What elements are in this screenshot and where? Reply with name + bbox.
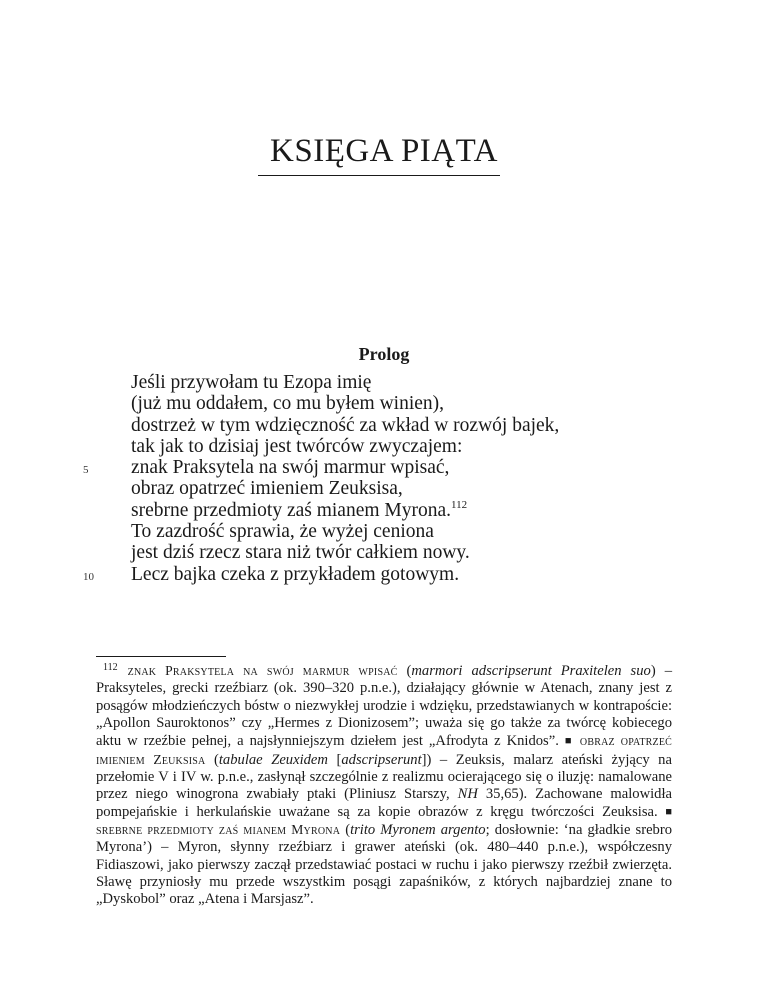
verse-line: [131, 436, 559, 457]
verse-line: [131, 521, 559, 542]
footnote-latin: trito Myronem argento: [350, 822, 486, 839]
poem: [83, 372, 560, 585]
verse-text: Lecz bajka czeka z przykładem gotowym.: [131, 563, 460, 585]
footnote-lemma: srebrne przedmioty zaś mianem Myrona: [96, 822, 341, 838]
footnote-lemma: znak Praksytela na swój marmur wpisać: [127, 663, 398, 678]
footnote-text: ; dosłownie: ‘na gładkie srebro Myrona’) – Myron, słynny rzeźbiarz i grawer ateński (ok. 480–440 p.n.e.), współczesny Fidiaszowi, jako pierwszy zaczął przedstawiać postaci w ruchu i jako pierwszy rzeźbił zwierzęta. Sławę przyniosły mu przede wszystkim posągi zapaśników, z których najbardziej znane to „Dyskobol” oraz „Atena i Marsjasz”.: [96, 822, 672, 908]
footnote-number: 112: [103, 662, 118, 673]
verse-text: jest dziś rzecz stara niż twór całkiem nowy.: [131, 542, 470, 564]
footnote: $^{112}$ znak Praksytela na swój marmur wpisać (marmori adscripserunt Praxitelen suo) – Praksyteles, grecki rzeźbiarz (ok. 390–320 p.n.e.), działający głównie w Atenach, znany jest z posągów młodzieńczych bóstw o niezwykłej urodzie i wdzięku, przedstawianych w kontrapoście: „Apollon Sauroktonos” czy „Hermes z Dionizosem”; uważa się go także za twórcę kobiecego aktu w rzeźbie pełnej, a najsłynniejszym dziełem jest „Afrodyta z Knidos”. ■ obraz opatrzeć imieniem Zeuksisa (tabulae Zeuxidem [adscripserunt]) – Zeuksis, malarz ateński żyjący na przełomie V i IV w. p.n.e., zasłynął szczególnie z realizmu ocierającego się o iluzję: namalowane przez niego winogrona zwabiały ptaki (Pliniusz Starszy, NH 35,65). Zachowane malowidła pompejańskie i herkulańskie uważane są za kopie obrazów z kręgu twórczości Zeuksisa. ■ srebrne przedmioty zaś mianem Myrona (trito Myronem argento; dosłownie: ‘na gładkie srebro Myrona’) – Myron, słynny rzeźbiarz i grawer ateński (ok. 480–440 p.n.e.), współczesny Fidiaszowi, jako pierwszy zaczął przedstawiać postaci w ruchu i jako pierwszy rzeźbił zwierzęta. Sławę przyniosły mu przede wszystkim posągi zapaśników, z których najbardziej znane to „Dyskobol” oraz „Atena i Marsjasz”.: [96, 662, 673, 908]
footnote-text: 35,65). Zachowane malowidła pompejańskie i herkulańskie uważane są za kopie obrazów z kręgu twórczości Zeuksisa.: [96, 786, 672, 820]
verse-line: [131, 393, 559, 414]
line-number: 5: [83, 464, 89, 477]
verse-line: [83, 563, 559, 585]
title-divider: [258, 175, 500, 176]
verse-line: [131, 372, 559, 393]
verse-text: obraz opatrzeć imieniem Zeuksisa,: [131, 478, 403, 500]
verse-line: [131, 415, 559, 436]
verse-line: [131, 542, 559, 563]
footnote-reference: 112: [451, 498, 468, 511]
verse-text: tak jak to dzisiaj jest twórców zwyczajem:: [131, 435, 463, 457]
verse-text: To zazdrość sprawia, że wyżej ceniona: [131, 521, 434, 543]
verse-text: (już mu oddałem, co mu byłem winien),: [131, 393, 445, 415]
footnote-lemma: obraz opatrzeć imieniem Zeuksisa: [96, 733, 673, 767]
verse-text: znak Praksytela na swój marmur wpisać,: [131, 457, 450, 479]
verse-text: dostrzeż w tym wdzięczność za wkład w rozwój bajek,: [131, 414, 560, 436]
verse-line: [131, 500, 559, 521]
footnote-latin: adscripserunt: [341, 751, 422, 768]
footnote-divider: [96, 656, 226, 657]
footnote-text: ) – Praksyteles, grecki rzeźbiarz (ok. 390–320 p.n.e.), działający głównie w Atenach, znany jest z posągów młodzieńczych bóstw o niezwykłej urodzie i wdzięku, przedstawianych w kontrapoście: „Apollon Sauroktonos” czy „Hermes z Dionizosem”; uważa się go także za twórcę kobiecego aktu w rzeźbie pełnej, a najsłynniejszym dziełem jest „Afrodyta z Knidos”.: [96, 663, 672, 750]
footnote-latin: tabulae Zeuxidem: [218, 751, 328, 768]
verse-text: Jeśli przywołam tu Ezopa imię: [131, 372, 372, 393]
verse-line: [131, 478, 559, 499]
book-title: KSIĘGA PIĄTA: [270, 133, 498, 169]
verse-line: [83, 457, 559, 479]
verse-text: srebrne przedmioty zaś mianem Myrona.: [131, 499, 452, 521]
section-marker-icon: ■: [665, 805, 672, 818]
section-marker-icon: ■: [564, 735, 574, 748]
footnote-text: ]) – Zeuksis, malarz ateński żyjący na przełomie V i IV w. p.n.e., zasłynął szczególnie z realizmu ocierającego się o iluzję: namalowane przez niego winogrona zwabiały ptaki (Pliniusz Starszy,: [96, 751, 672, 803]
footnote-abbreviation: NH: [457, 786, 478, 803]
footnote-latin: marmori adscripserunt Praxitelen suo: [411, 663, 651, 679]
line-number: 10: [83, 570, 94, 583]
section-title: Prolog: [358, 344, 410, 364]
